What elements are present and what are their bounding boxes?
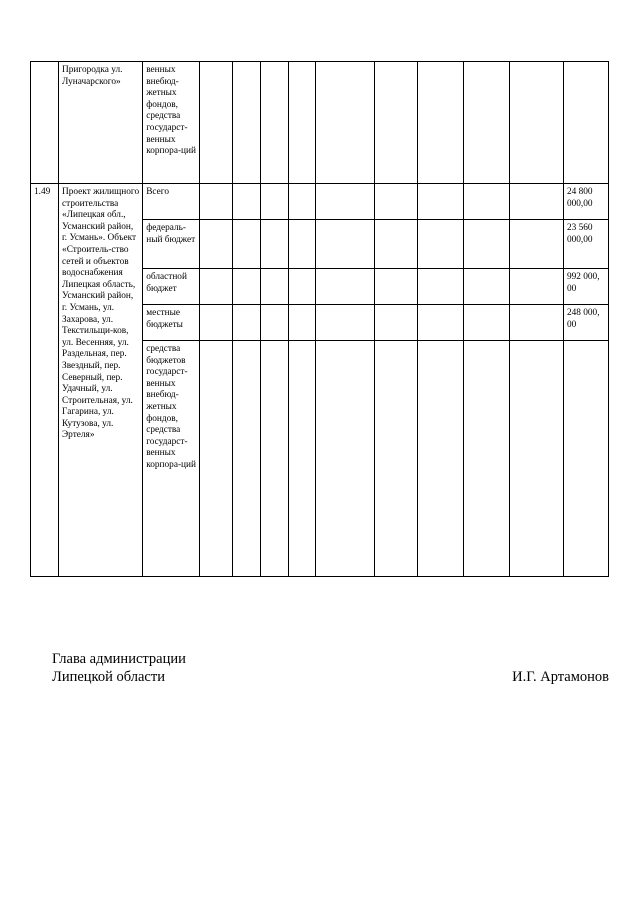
total-cell: 248 000, 00 [563, 305, 608, 341]
funding-source-cell: Всего [143, 184, 200, 220]
signatory-name: И.Г. Артамонов [512, 669, 609, 685]
signatory-position-line1: Глава администрации [52, 651, 186, 667]
budget-table [30, 61, 609, 577]
funding-source-cell: областной бюджет [143, 269, 200, 305]
total-cell [563, 62, 608, 184]
signatory-position [52, 650, 186, 686]
total-cell [563, 341, 608, 577]
project-name-cell: Пригородка ул. Луначарского» [59, 62, 143, 184]
total-cell: 24 800 000,00 [563, 184, 608, 220]
funding-source-cell: местные бюджеты [143, 305, 200, 341]
row-number-cell [31, 62, 59, 184]
total-cell: 23 560 000,00 [563, 220, 608, 269]
table-row [31, 62, 609, 184]
total-cell: 992 000, 00 [563, 269, 608, 305]
project-name-cell: Проект жилищного строительства «Липецкая обл., Усманский район, г. Усмань». Объект «Строитель-ство сетей и объектов водоснабжения Липецкая область, Усманский район, г. Усмань, ул. Захарова, ул. Текстильщи-ков, ул. Весенняя, ул. Раздельная, пер. Звездный, пер. Северный, пер. Удачный, ул. Строительная, ул. Гагарина, ул. Кутузова, ул. Эртеля» [59, 184, 143, 577]
funding-source-cell: федераль-ный бюджет [143, 220, 200, 269]
signatory-position-line2: Липецкой области [52, 669, 165, 685]
row-number-cell: 1.49 [31, 184, 59, 577]
table-row [31, 184, 609, 220]
funding-source-cell: средства бюджетов государст-венных внебюд-жетных фондов, средства государст-венных корпора-ций [143, 341, 200, 577]
funding-source-cell: венных внебюд-жетных фондов, средства государст-венных корпора-ций [143, 62, 200, 184]
